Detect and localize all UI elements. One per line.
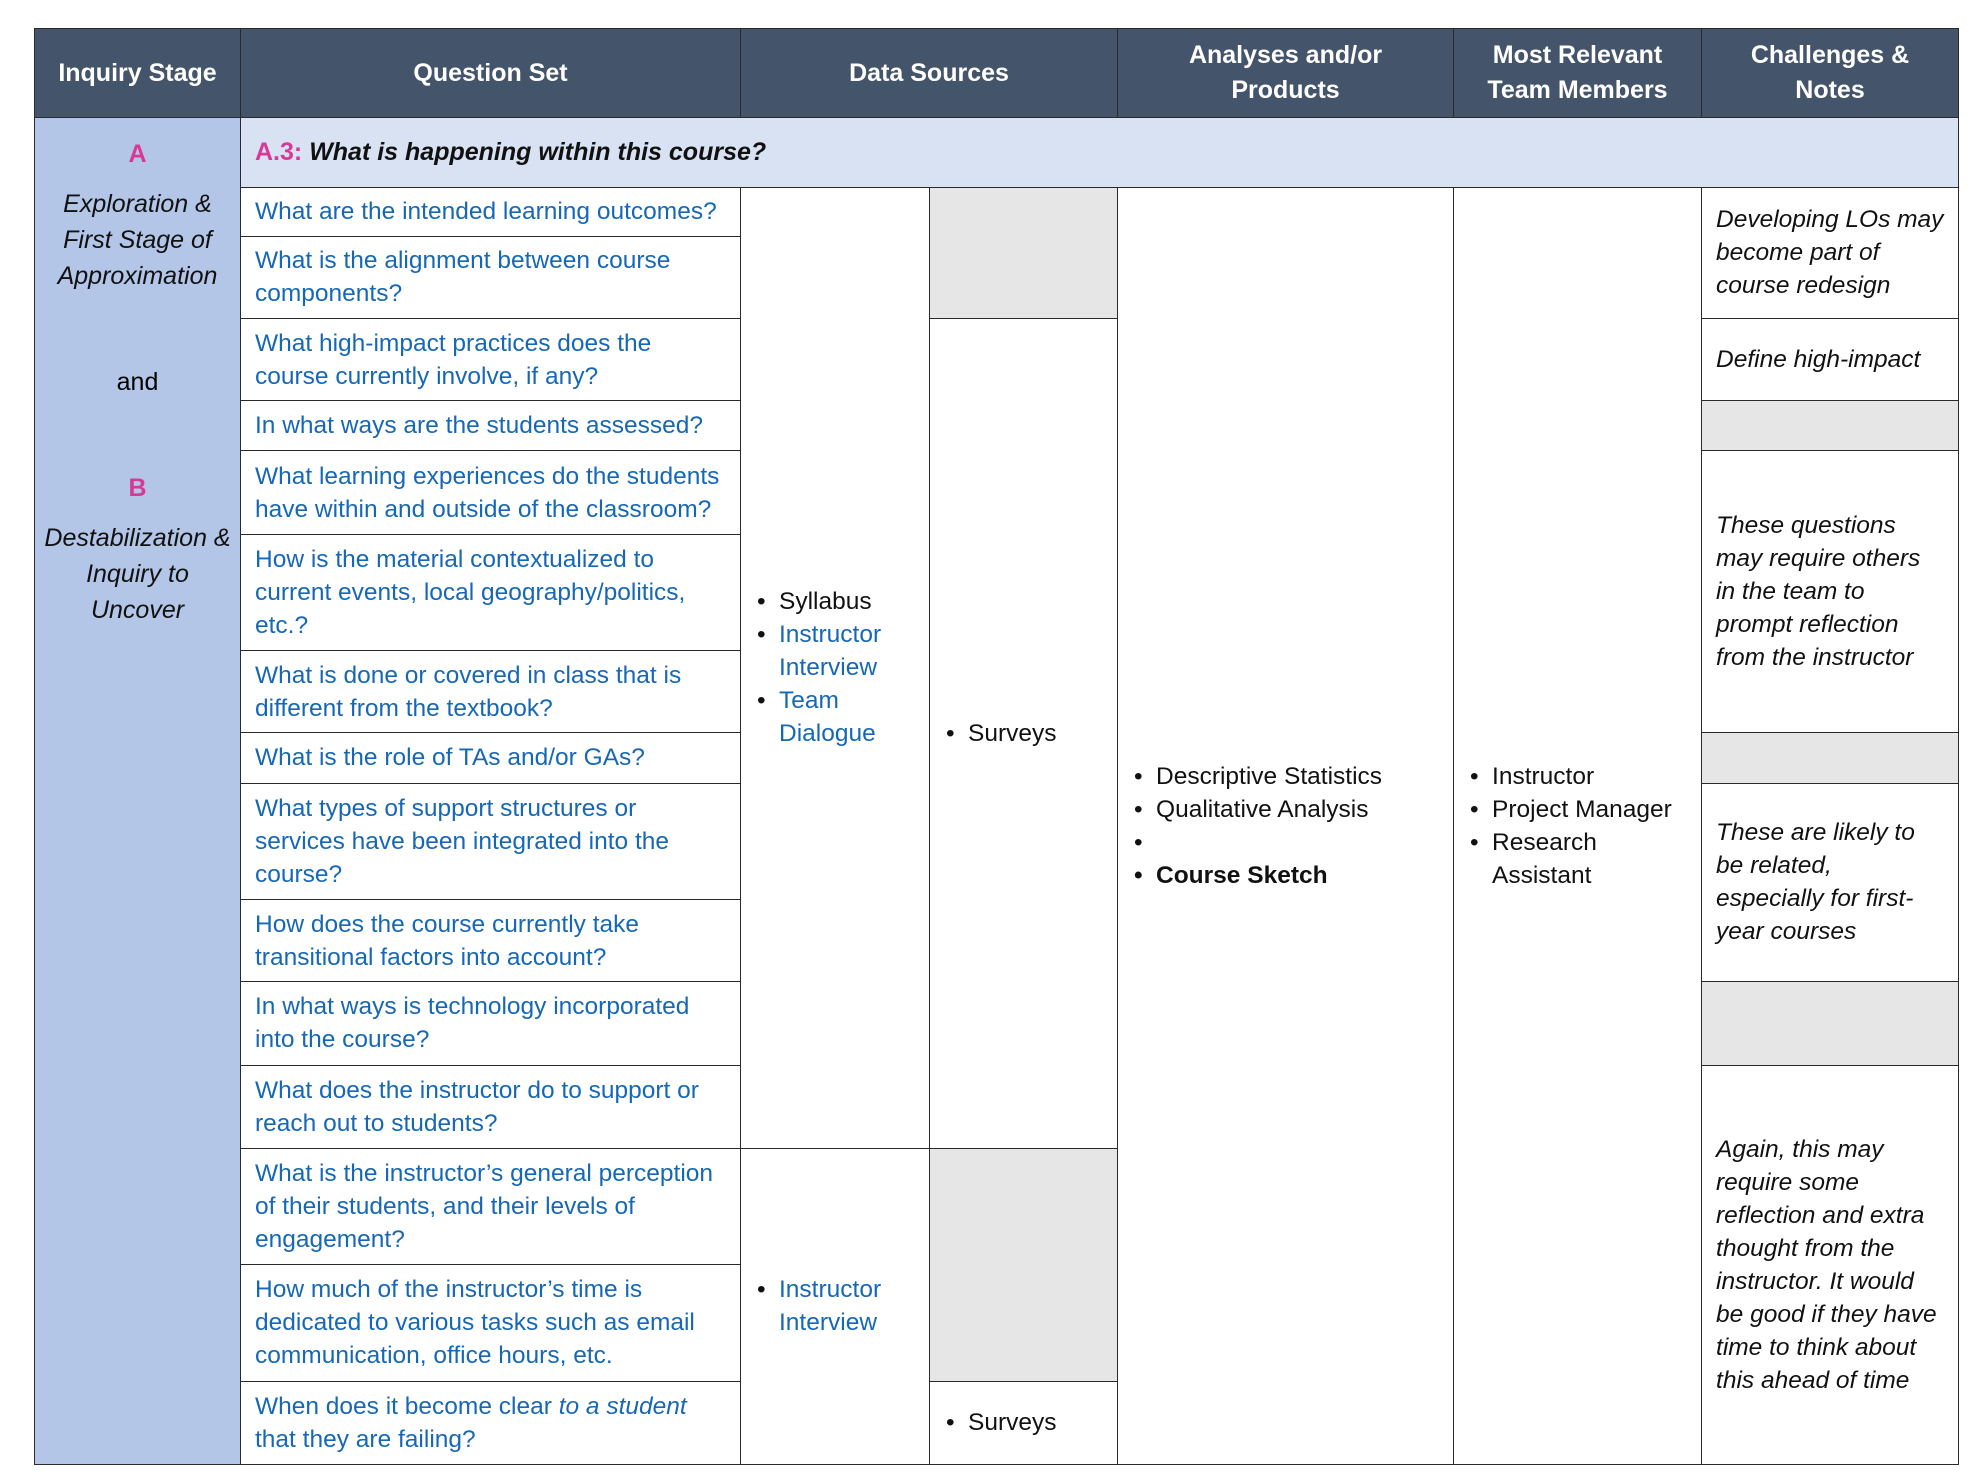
- analysis-item: • Course Sketch: [1134, 859, 1439, 892]
- header-notes: Challenges & Notes: [1702, 29, 1959, 118]
- question-row: In what ways are the students assessed?: [241, 401, 741, 451]
- inquiry-table: [34, 28, 1959, 1465]
- header-row: [35, 29, 1959, 118]
- data-sources-list: [755, 1273, 915, 1339]
- data-source-item: • Instructor Interview: [757, 618, 915, 684]
- empty-gray-cell: [930, 187, 1118, 318]
- data-source-item: • Surveys: [946, 1406, 1103, 1439]
- empty-gray-cell: [930, 1148, 1118, 1381]
- question-row: What learning experiences do the students have within and outside of the classroom?: [241, 451, 741, 534]
- section-code: A.3:: [255, 137, 303, 166]
- question-row: In what ways is technology incorporated into the course?: [241, 982, 741, 1065]
- question-row: What is done or covered in class that is different from the textbook?: [241, 651, 741, 733]
- inquiry-stage-cell: [35, 118, 241, 1465]
- stage-b-title: Destabilization & Inquiry to Uncover: [44, 524, 231, 625]
- note-cell: Define high-impact: [1702, 318, 1959, 400]
- question-row: How much of the instructor’s time is dedicated to various tasks such as email communication, office hours, etc.: [241, 1265, 741, 1381]
- question-row: What is the role of TAs and/or GAs?: [241, 733, 741, 783]
- analyses-list: [1132, 760, 1439, 892]
- data-sources-group-2: [741, 1148, 930, 1464]
- team-member-item: • Instructor: [1470, 760, 1687, 793]
- data-sources-group-1: [741, 187, 930, 1148]
- empty-gray-cell: [1702, 401, 1959, 451]
- stage-a-letter: A: [128, 140, 147, 169]
- data-sources-list: [755, 585, 915, 750]
- header-data-sources: Data Sources: [741, 29, 1118, 118]
- surveys-list: [944, 717, 1103, 750]
- data-sources-surveys-1: [930, 318, 1118, 1148]
- data-source-item: • Team Dialogue: [757, 684, 915, 750]
- header-question-set: Question Set: [241, 29, 741, 118]
- stage-b-letter: B: [128, 474, 147, 503]
- header-analyses: Analyses and/or Products: [1118, 29, 1454, 118]
- header-team-members: Most Relevant Team Members: [1454, 29, 1702, 118]
- question-row: What high-impact practices does the course currently involve, if any?: [241, 318, 741, 400]
- data-source-item: • Syllabus: [757, 585, 915, 618]
- team-member-item: • Research Assistant: [1470, 826, 1687, 892]
- question-row: How is the material contextualized to current events, local geography/politics, etc.?: [241, 534, 741, 650]
- question-row: What types of support structures or services have been integrated into the course?: [241, 783, 741, 899]
- question-row: What is the instructor’s general perception of their students, and their levels of engagement?: [241, 1148, 741, 1264]
- data-sources-surveys-2: [930, 1381, 1118, 1464]
- header-inquiry-stage: Inquiry Stage: [35, 29, 241, 118]
- team-members-list: [1468, 760, 1687, 892]
- question-row: What are the intended learning outcomes?: [241, 187, 741, 236]
- data-source-item: • Instructor Interview: [757, 1273, 915, 1339]
- spacer: [1134, 826, 1439, 859]
- stage-a-title: Exploration & First Stage of Approximation: [57, 190, 218, 291]
- note-cell: These are likely to be related, especially for first-year courses: [1702, 783, 1959, 982]
- question-row: How does the course currently take transitional factors into account?: [241, 899, 741, 981]
- stage-connector: and: [116, 368, 159, 397]
- team-members-cell: [1454, 187, 1702, 1464]
- section-subheader: [241, 118, 1959, 187]
- section-title: What is happening within this course?: [309, 137, 767, 166]
- question-row: [241, 1381, 741, 1464]
- question-row: What does the instructor do to support or reach out to students?: [241, 1065, 741, 1148]
- surveys-list: [944, 1406, 1103, 1439]
- question-text: that they are failing?: [255, 1425, 476, 1453]
- analyses-cell: [1118, 187, 1454, 1464]
- analysis-item: • Qualitative Analysis: [1134, 793, 1439, 826]
- empty-gray-cell: [1702, 733, 1959, 783]
- note-cell: Developing LOs may become part of course redesign: [1702, 187, 1959, 318]
- question-text: When does it become clear: [255, 1392, 559, 1420]
- question-emphasis: to a student: [558, 1392, 687, 1420]
- question-row: What is the alignment between course components?: [241, 236, 741, 318]
- data-source-item: • Surveys: [946, 717, 1103, 750]
- note-cell: These questions may require others in the team to prompt reflection from the instructor: [1702, 451, 1959, 733]
- empty-gray-cell: [1702, 982, 1959, 1065]
- analysis-item: • Descriptive Statistics: [1134, 760, 1439, 793]
- team-member-item: • Project Manager: [1470, 793, 1687, 826]
- note-cell: Again, this may require some reflection and extra thought from the instructor. It would be good if they have time to think about this ahead of time: [1702, 1065, 1959, 1465]
